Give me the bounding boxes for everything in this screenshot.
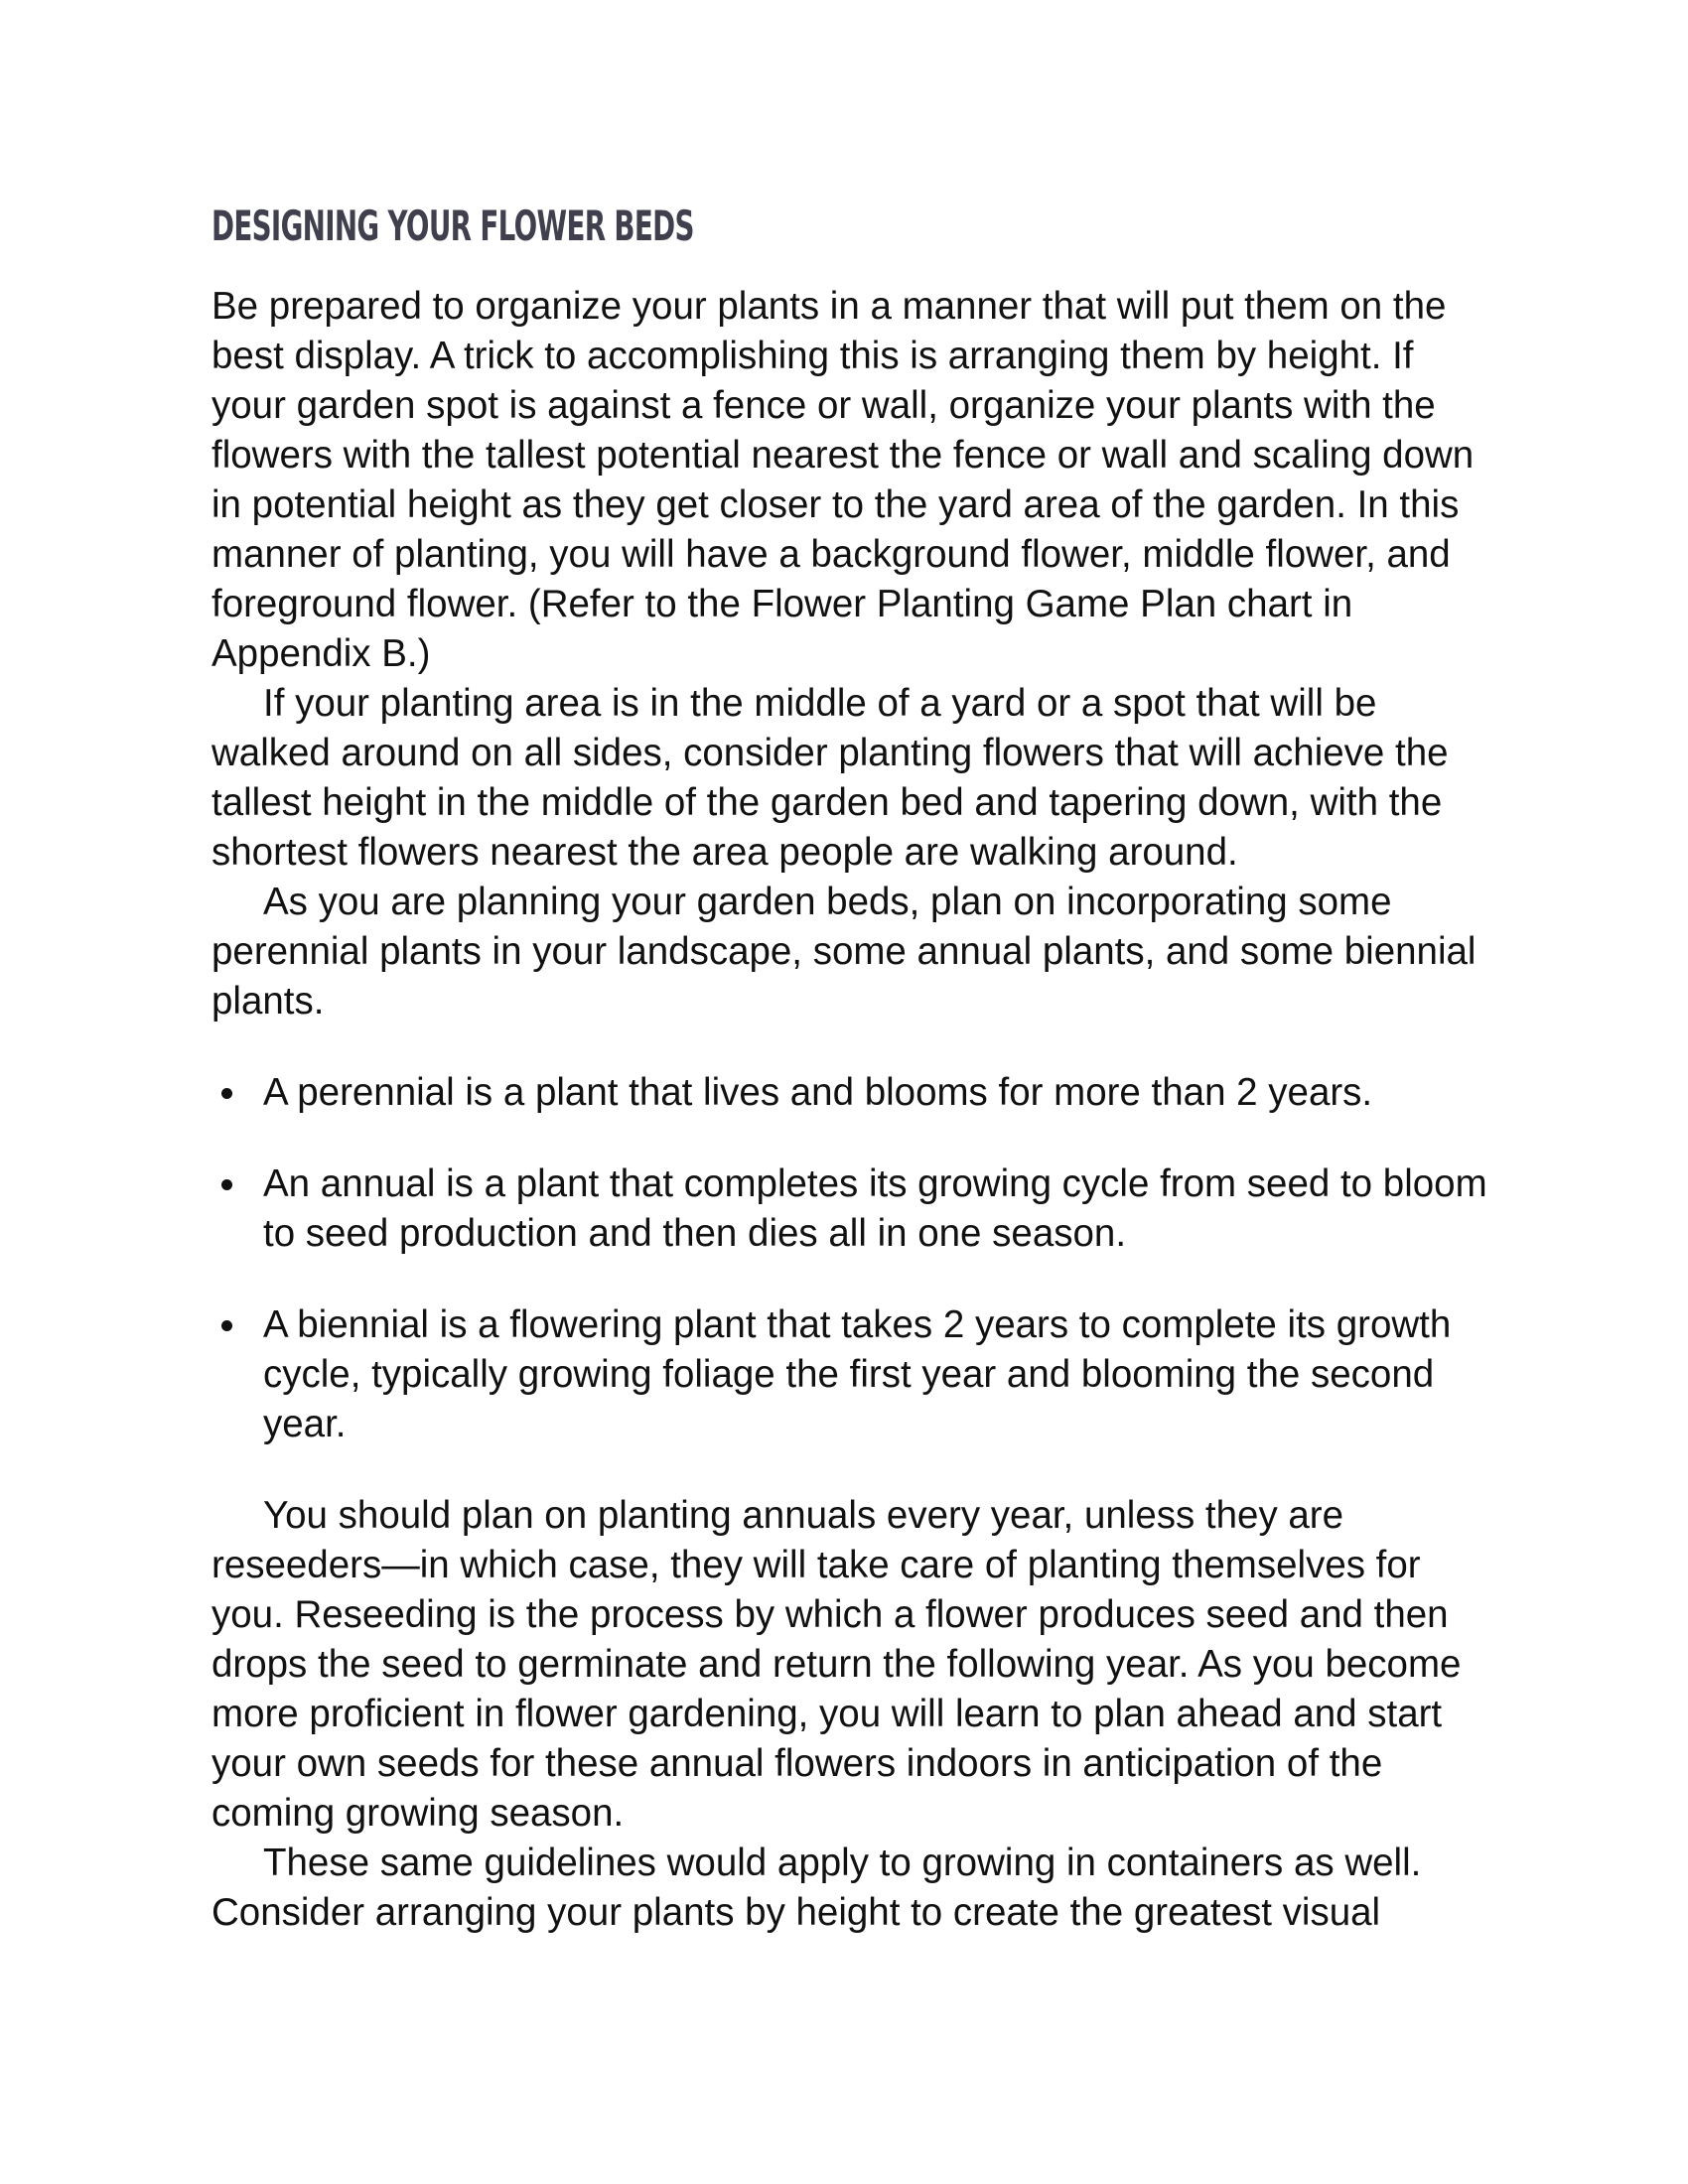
paragraph-middle-of-yard: If your planting area is in the middle of a yard or a spot that will be walked around on all sides, consider planting flowers that will achieve the tallest height in the middle of the garden bed and tapering down, with the shortest flowers nearest the area people are walking around. bbox=[211, 682, 1449, 874]
list-item-biennial bbox=[211, 1300, 1492, 1449]
section-heading: DESIGNING YOUR FLOWER BEDS bbox=[211, 202, 694, 250]
list-item-text: A perennial is a plant that lives and blooms for more than 2 years. bbox=[263, 1071, 1373, 1114]
bullet-icon bbox=[221, 1179, 232, 1190]
paragraph-reseeding: You should plan on planting annuals every year, unless they are reseeders—in which case, they will take care of planting themselves for you. Reseeding is the process by which a flower produces seed and then drops the seed to germinate and return the following year. As you become more proficient in flower gardening, you will learn to plan ahead and start your own seeds for these annual flowers indoors in anticipation of the coming growing season. bbox=[211, 1494, 1462, 1835]
document-page bbox=[211, 199, 1492, 1938]
paragraph-containers: These same guidelines would apply to growing in containers as well. Consider arranging your plants by height to create the greatest visual bbox=[211, 1842, 1422, 1934]
bullet-icon bbox=[221, 1320, 232, 1331]
paragraph-plant-types-intro: As you are planning your garden beds, plan on incorporating some perennial plants in your landscape, some annual plants, and some biennial plants. bbox=[211, 881, 1477, 1023]
list-item-text: An annual is a plant that completes its growing cycle from seed to bloom to seed production and then dies all in one season. bbox=[263, 1162, 1487, 1255]
list-item-text: A biennial is a flowering plant that takes 2 years to complete its growth cycle, typically growing foliage the first year and blooming the second year. bbox=[263, 1303, 1452, 1445]
paragraph-arranging-by-height: Be prepared to organize your plants in a manner that will put them on the best display. A trick to accomplishing this is arranging them by height. If your garden spot is against a fence or wall, organize your plants with the flowers with the tallest potential nearest the fence or wall and scaling down in potential height as they get closer to the yard area of the garden. In this manner of planting, you will have a background flower, middle flower, and foreground flower. (Refer to the Flower Planting Game Plan chart in Appendix B.) bbox=[211, 285, 1475, 675]
bullet-icon bbox=[221, 1088, 232, 1099]
list-item-perennial bbox=[211, 1068, 1492, 1118]
plant-types-list bbox=[211, 1068, 1492, 1449]
list-item-annual bbox=[211, 1160, 1492, 1259]
